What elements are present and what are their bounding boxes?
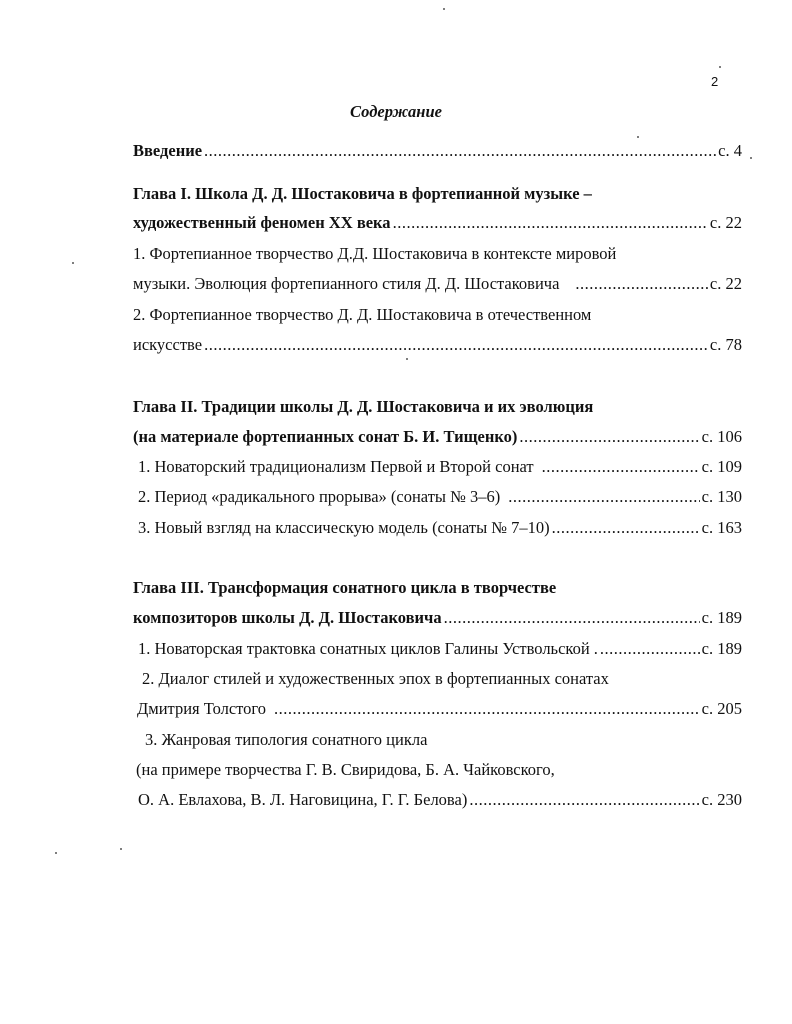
- toc-entry-text: художественный феномен XX века: [133, 213, 391, 232]
- toc-entry-intro[interactable]: [133, 141, 742, 163]
- toc-entry-page: с. 205: [701, 699, 742, 718]
- toc-leader-dots: [204, 141, 716, 161]
- toc-leader-dots: [274, 699, 700, 719]
- toc-entry-text: 1. Новаторский традиционализм Первой и Второй сонат: [138, 457, 534, 476]
- toc-entry-page: с. 163: [701, 518, 742, 537]
- page-number: 2: [711, 74, 719, 89]
- toc-entry-section-3-2[interactable]: [137, 699, 742, 721]
- toc-entry-text: 1. Фортепианное творчество Д.Д. Шостаковича в контексте мировой: [133, 244, 617, 263]
- toc-entry-text: О. А. Евлахова, В. Л. Наговицина, Г. Г. Белова): [138, 790, 468, 809]
- toc-entry-text: (на примере творчества Г. В. Свиридова, Б. А. Чайковского,: [136, 760, 555, 779]
- toc-entry-section-3-3[interactable]: [138, 790, 742, 812]
- toc-leader-dots: [508, 487, 699, 507]
- toc-entry-page: с. 22: [709, 274, 742, 293]
- toc-entry-page: с. 78: [709, 335, 742, 354]
- toc-entry-text: Дмитрия Толстого: [137, 699, 267, 718]
- toc-entry-page: с. 109: [701, 457, 742, 476]
- toc-entry-chapter-1[interactable]: [133, 213, 742, 235]
- toc-section-3-3-subheading: [136, 760, 555, 782]
- toc-entry-text: музыки. Эволюция фортепианного стиля Д. Д. Шостаковича: [133, 274, 560, 293]
- toc-leader-dots: [575, 274, 708, 294]
- toc-entry-section-2-2[interactable]: [138, 487, 742, 509]
- toc-entry-section-2-3[interactable]: [138, 518, 742, 540]
- toc-entry-text: искусстве: [133, 335, 203, 354]
- toc-entry-text: композиторов школы Д. Д. Шостаковича: [133, 608, 442, 627]
- toc-chapter-1-heading: [133, 184, 592, 206]
- toc-entry-section-3-1[interactable]: [138, 639, 742, 661]
- toc-section-3-3-heading: [145, 730, 427, 752]
- toc-leader-dots: [469, 790, 699, 810]
- scan-speck: [637, 136, 639, 138]
- toc-entry-page: с. 106: [701, 427, 742, 446]
- toc-entry-section-1-1[interactable]: [133, 274, 742, 296]
- toc-chapter-3-heading: [133, 578, 556, 600]
- toc-entry-page: с. 4: [718, 141, 742, 160]
- toc-entry-chapter-3[interactable]: [133, 608, 742, 630]
- toc-entry-text: Глава I. Школа Д. Д. Шостаковича в фортепианной музыке –: [133, 184, 592, 203]
- scan-speck: [72, 262, 74, 264]
- toc-entry-text: (на материале фортепианных сонат Б. И. Тищенко): [133, 427, 518, 446]
- toc-chapter-2-heading: [133, 397, 593, 419]
- toc-entry-text: 2. Период «радикального прорыва» (сонаты № 3–6): [138, 487, 501, 506]
- toc-title: Содержание: [350, 102, 442, 121]
- toc-entry-page: с. 22: [709, 213, 742, 232]
- toc-leader-dots: [444, 608, 700, 628]
- toc-entry-text: 3. Новый взгляд на классическую модель (сонаты № 7–10): [138, 518, 550, 537]
- scan-speck: [406, 358, 408, 360]
- toc-entry-text: 2. Фортепианное творчество Д. Д. Шостаковича в отечественном: [133, 305, 592, 324]
- scan-speck: [719, 66, 721, 68]
- toc-leader-dots: [204, 335, 708, 355]
- toc-entry-text: 2. Диалог стилей и художественных эпох в фортепианных сонатах: [142, 669, 609, 688]
- toc-leader-dots: [600, 639, 700, 659]
- toc-entry-page: с. 189: [701, 639, 742, 658]
- scan-speck: [55, 852, 57, 854]
- toc-section-1-1-heading: [133, 244, 616, 266]
- toc-entry-text: 1. Новаторская трактовка сонатных циклов Галины Уствольской .: [138, 639, 598, 658]
- scan-speck: [750, 157, 752, 159]
- toc-entry-chapter-2[interactable]: [133, 427, 742, 449]
- toc-leader-dots: [542, 457, 700, 477]
- toc-entry-section-1-2[interactable]: [133, 335, 742, 357]
- toc-entry-page: с. 230: [701, 790, 742, 809]
- toc-section-3-2-heading: [142, 669, 609, 691]
- toc-leader-dots: [519, 427, 699, 447]
- toc-leader-dots: [552, 518, 700, 538]
- toc-entry-text: Глава III. Трансформация сонатного цикла в творчестве: [133, 578, 557, 597]
- toc-entry-page: с. 189: [701, 608, 742, 627]
- toc-entry-text: Введение: [133, 141, 203, 160]
- scan-speck: [443, 8, 445, 10]
- toc-entry-section-2-1[interactable]: [138, 457, 742, 479]
- toc-section-1-2-heading: [133, 305, 591, 327]
- scan-speck: [120, 848, 122, 850]
- toc-entry-text: Глава II. Традиции школы Д. Д. Шостаковича и их эволюция: [133, 397, 594, 416]
- toc-leader-dots: [393, 213, 708, 233]
- toc-entry-page: с. 130: [701, 487, 742, 506]
- toc-entry-text: 3. Жанровая типология сонатного цикла: [145, 730, 428, 749]
